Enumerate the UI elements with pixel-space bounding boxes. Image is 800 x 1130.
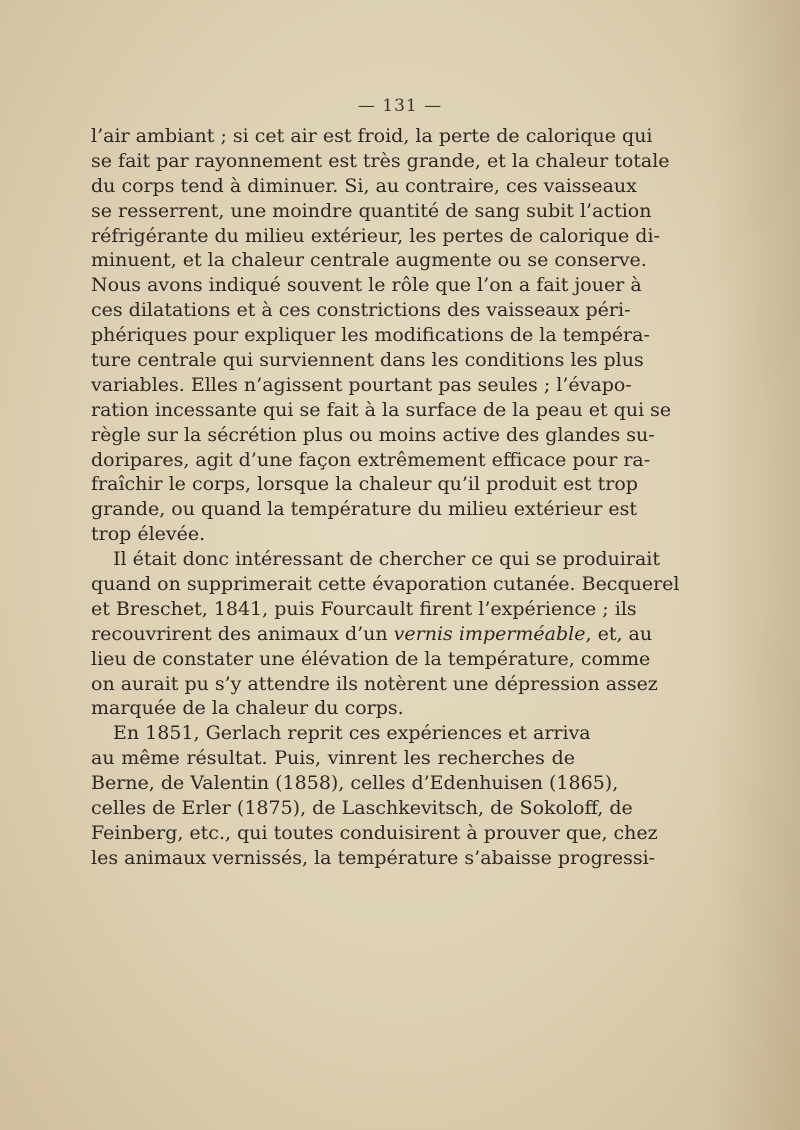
text-line: trop élevée. xyxy=(91,523,206,546)
text-line: se fait par rayonnement est très grande, et la chaleur totale xyxy=(91,149,670,172)
text-line: Feinberg, etc., qui toutes conduisirent à prouver que, chez xyxy=(91,821,658,844)
text-line: doripares, agit d’une façon extrêmement efficace pour ra- xyxy=(91,448,651,471)
page-number: — 131 — xyxy=(357,96,443,116)
text-line: et Breschet, 1841, puis Fourcault firent l’expérience ; ils xyxy=(91,597,637,620)
text-line: grande, ou quand la température du milieu extérieur est xyxy=(91,498,638,521)
text-line: du corps tend à diminuer. Si, au contraire, ces vaisseaux xyxy=(91,174,637,197)
text-line: Il était donc intéressant de chercher ce qui se produirait xyxy=(113,548,661,571)
text-line: minuent, et la chaleur centrale augmente ou se conserve. xyxy=(91,249,647,272)
text-line: phériques pour expliquer les modifications de la tempéra- xyxy=(91,324,650,347)
text-line: recouvrirent des animaux d’un vernis imperméable, et, au xyxy=(91,622,653,645)
text-line: celles de Erler (1875), de Laschkevitsch, de Sokoloff, de xyxy=(91,797,633,820)
text-line: lieu de constater une élévation de la température, comme xyxy=(91,647,651,670)
text-line: les animaux vernissés, la température s’abaisse progressi- xyxy=(91,846,656,869)
text-line: marquée de la chaleur du corps. xyxy=(91,697,404,720)
text-line: on aurait pu s’y attendre ils notèrent une dépression assez xyxy=(91,672,658,695)
text-line: se resserrent, une moindre quantité de sang subit l’action xyxy=(91,199,652,222)
italic-text: vernis imperméable xyxy=(393,622,586,645)
text-line: quand on supprimerait cette évaporation cutanée. Becquerel xyxy=(91,573,680,596)
text-line: ration incessante qui se fait à la surface de la peau et qui se xyxy=(91,398,672,421)
text-line: ces dilatations et à ces constrictions des vaisseaux péri- xyxy=(91,299,631,322)
body-text xyxy=(91,124,680,871)
text-line: fraîchir le corps, lorsque la chaleur qu’il produit est trop xyxy=(91,473,638,496)
text-line: ture centrale qui surviennent dans les conditions les plus xyxy=(91,349,644,372)
text-line: l’air ambiant ; si cet air est froid, la perte de calorique qui xyxy=(91,125,653,147)
text-line: En 1851, Gerlach reprit ces expériences et arriva xyxy=(113,722,591,745)
text-line: variables. Elles n’agissent pourtant pas seules ; l’évapo- xyxy=(91,373,632,396)
text-line: au même résultat. Puis, vinrent les recherches de xyxy=(91,747,575,770)
text-line: Nous avons indiqué souvent le rôle que l’on a fait jouer à xyxy=(91,274,642,297)
text-line: Berne, de Valentin (1858), celles d’Edenhuisen (1865), xyxy=(91,772,619,795)
text-line: règle sur la sécrétion plus ou moins active des glandes su- xyxy=(91,423,655,446)
text-line: réfrigérante du milieu extérieur, les pertes de calorique di- xyxy=(91,224,660,247)
